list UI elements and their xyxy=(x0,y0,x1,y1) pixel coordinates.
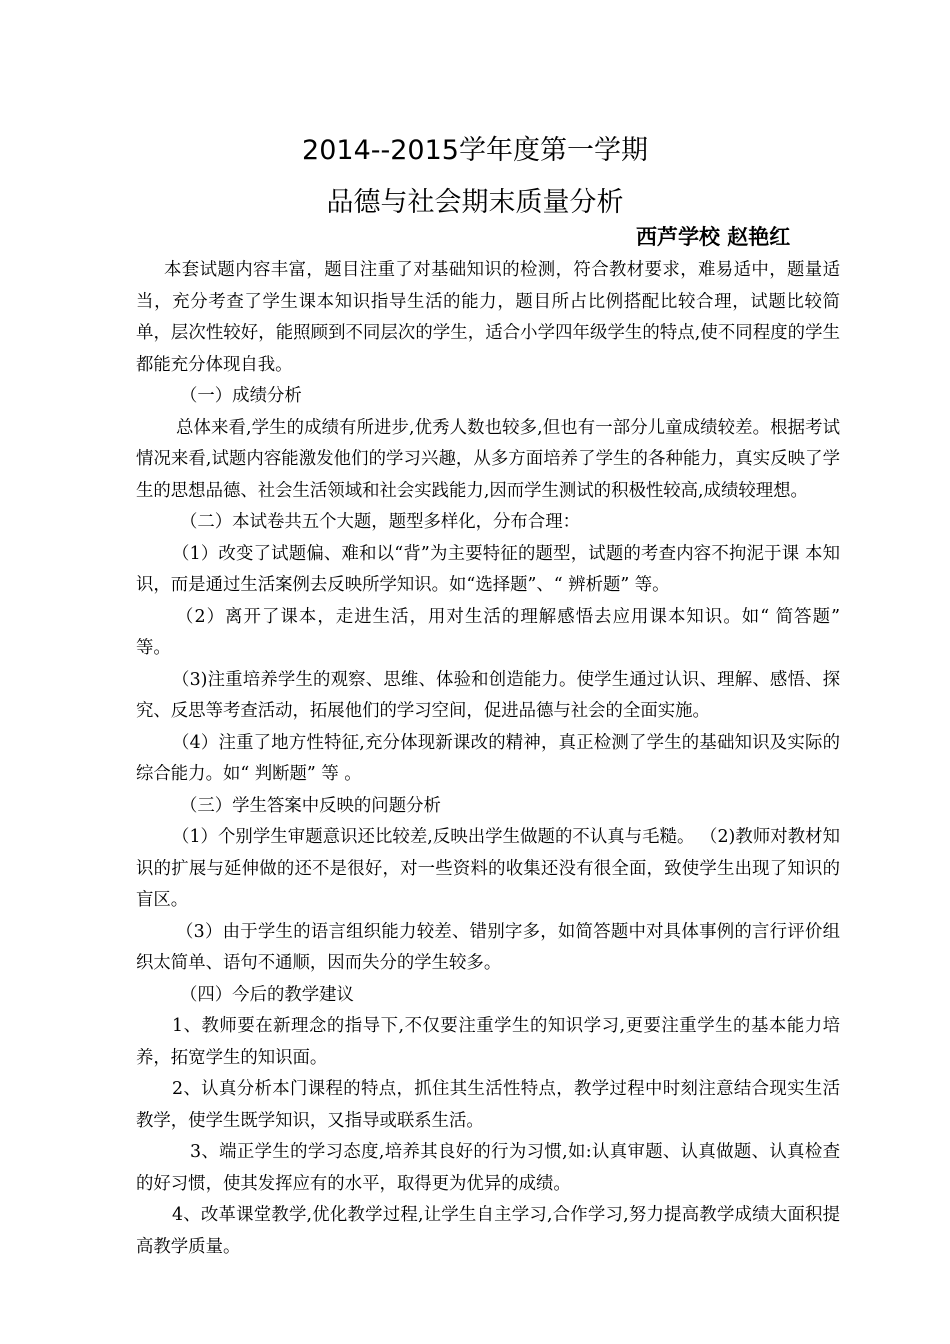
document-body xyxy=(136,255,840,1263)
intro-paragraph: 本套试题内容丰富，题目注重了对基础知识的检测，符合教材要求，难易适中，题量适当，充分考查了学生课本知识指导生活的能力，题目所占比例搭配比较合理，试题比较简单，层次性较好，能照顾到不同层次的学生，适合小学四年级学生的特点,使不同程度的学生都能充分体现自我。 xyxy=(136,260,840,375)
section-2-item-4: （4）注重了地方性特征,充分体现新课改的精神，真正检测了学生的基础知识及实际的综合能力。如“ 判断题” 等 。 xyxy=(136,732,840,784)
section-1-paragraph: 总体来看,学生的成绩有所进步,优秀人数也较多,但也有一部分儿童成绩较差。根据考试情况来看,试题内容能激发他们的学习兴趣，从多方面培养了学生的各种能力，真实反映了学生的思想品德、社会生活领域和社会实践能力,因而学生测试的积极性较高,成绩较理想。 xyxy=(136,417,840,501)
section-heading-3: （三）学生答案中反映的问题分析 xyxy=(180,795,441,816)
section-4-item-1: 1、教师要在新理念的指导下,不仅要注重学生的知识学习,更要注重学生的基本能力培养，拓宽学生的知识面。 xyxy=(136,1016,840,1068)
section-heading-4: （四）今后的教学建议 xyxy=(180,984,354,1005)
section-3-item-1: （1）个别学生审题意识还比较差,反映出学生做题的不认真与毛糙。 （2)教师对教材知识的扩展与延伸做的还不是很好，对一些资料的收集还没有很全面，致使学生出现了知识的盲区。 xyxy=(136,827,840,910)
section-4-item-3: 3、端正学生的学习态度,培养其良好的行为习惯,如:认真审题、认真做题、认真检查的好习惯，使其发挥应有的水平，取得更为优异的成绩。 xyxy=(136,1142,840,1194)
section-heading-2: （二）本试卷共五个大题，题型多样化，分布合理： xyxy=(180,512,580,532)
section-heading-1: （一）成绩分析 xyxy=(180,386,302,406)
section-2-item-3: （3)注重培养学生的观察、思维、体验和创造能力。使学生通过认识、理解、感悟、探究、反思等考查活动，拓展他们的学习空间，促进品德与社会的全面实施。 xyxy=(136,669,840,721)
section-2-item-1: （1）改变了试题偏、难和以“背”为主要特征的题型，试题的考查内容不拘泥于课 本知识，而是通过生活案例去反映所学知识。如“选择题”、“ 辨析题” 等。 xyxy=(136,543,840,595)
document-title-line2: 品德与社会期末质量分析 xyxy=(326,187,624,218)
section-3-item-2: （3）由于学生的语言组织能力较差、错别字多，如简答题中对具体事例的言行评价组织太简单、语句不通顺，因而失分的学生较多。 xyxy=(136,921,840,973)
section-4-item-4: 4、改革课堂教学,优化教学过程,让学生自主学习,合作学习,努力提高教学成绩大面积提高教学质量。 xyxy=(136,1205,840,1257)
author-line: 西芦学校 赵艳红 xyxy=(636,225,791,249)
document-title-line1: 2014--2015学年度第一学期 xyxy=(302,135,648,166)
section-2-item-2: （2）离开了课本，走进生活，用对生活的理解感悟去应用课本知识。如“ 简答题” 等。 xyxy=(136,606,840,658)
section-4-item-2: 2、认真分析本门课程的特点，抓住其生活性特点，教学过程中时刻注意结合现实生活教学，使学生既学知识，又指导或联系生活。 xyxy=(136,1079,840,1131)
